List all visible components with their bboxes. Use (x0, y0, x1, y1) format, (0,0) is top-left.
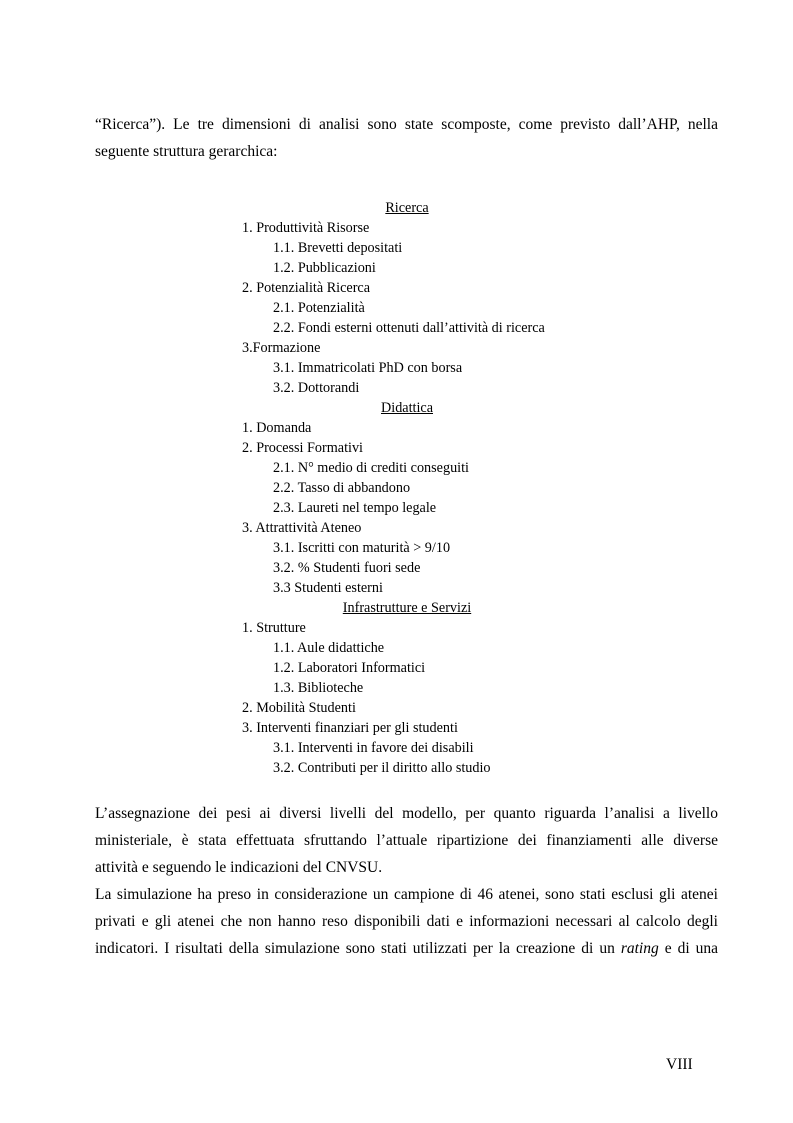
hierarchy-item: 3.1. Iscritti con maturità > 9/10 (273, 540, 451, 556)
intro-paragraph (95, 111, 718, 165)
body-p2-line-3-a: indicatori. I risultati della simulazione sono stati utilizzati per la creazione di un (95, 940, 621, 957)
hierarchy-item: 3.1. Immatricolati PhD con borsa (273, 360, 463, 376)
hierarchy-item: 2.3. Laureti nel tempo legale (273, 500, 437, 516)
body-p2-line-3-b: e di una (658, 940, 718, 957)
hierarchy-item: 2.1. N° medio di crediti conseguiti (273, 460, 469, 476)
hierarchy-item: 2. Mobilità Studenti (242, 700, 356, 716)
body-p2-line-3 (95, 935, 718, 962)
body-p1-line-2: ministeriale, è stata effettuata sfruttando l’attuale ripartizione dei finanziamenti alle diverse (95, 832, 718, 849)
intro-line-1: “Ricerca”). Le tre dimensioni di analisi sono state scomposte, come previsto dall’AHP, nella (95, 116, 718, 133)
section-title-infrastrutture: Infrastrutture e Servizi (342, 600, 472, 616)
hierarchy-item: 1.3. Biblioteche (273, 680, 364, 696)
hierarchy-item: 1.1. Brevetti depositati (273, 240, 403, 256)
hierarchy-item: 1.2. Laboratori Informatici (273, 660, 426, 676)
hierarchy-item: 2.2. Fondi esterni ottenuti dall’attività di ricerca (273, 320, 545, 336)
hierarchy-item: 3.Formazione (242, 340, 321, 356)
hierarchy-item: 3.3 Studenti esterni (273, 580, 383, 596)
section-list-didattica (242, 418, 642, 598)
hierarchy-item: 1.2. Pubblicazioni (273, 260, 376, 276)
hierarchy-item: 1. Strutture (242, 620, 306, 636)
page-number: VIII (666, 1056, 693, 1073)
hierarchy-item: 3. Attrattività Ateneo (242, 520, 362, 536)
hierarchy-item: 2.1. Potenzialità (273, 300, 365, 316)
intro-line-2: seguente struttura gerarchica: (95, 143, 278, 160)
rating-term: rating (620, 940, 659, 957)
hierarchy-item: 3.2. Dottorandi (273, 380, 360, 396)
body-paragraph-1 (95, 800, 718, 881)
hierarchy-item: 1. Produttività Risorse (242, 220, 370, 236)
section-list-infrastrutture (242, 618, 642, 778)
hierarchy-item: 3.1. Interventi in favore dei disabili (273, 740, 474, 756)
section-title-ricerca: Ricerca (385, 200, 429, 216)
body-p1-line-1: L’assegnazione dei pesi ai diversi livelli del modello, per quanto riguarda l’analisi a livello (95, 805, 718, 822)
hierarchy-item: 1. Domanda (242, 420, 312, 436)
hierarchy-item: 3. Interventi finanziari per gli studenti (242, 720, 458, 736)
body-p2-line-1: La simulazione ha preso in considerazione un campione di 46 atenei, sono stati esclusi gli atenei (95, 886, 718, 903)
hierarchy-item: 1.1. Aule didattiche (273, 640, 385, 656)
hierarchy-item: 2. Processi Formativi (242, 440, 363, 456)
hierarchy-structure (242, 198, 642, 778)
hierarchy-item: 3.2. Contributi per il diritto allo studio (273, 760, 491, 776)
section-title-didattica: Didattica (381, 400, 433, 416)
hierarchy-item: 2.2. Tasso di abbandono (273, 480, 411, 496)
hierarchy-item: 3.2. % Studenti fuori sede (273, 560, 421, 576)
body-paragraph-2 (95, 881, 718, 962)
section-list-ricerca (242, 218, 642, 398)
body-p2-line-2: privati e gli atenei che non hanno reso disponibili dati e informazioni necessari al calcolo degli (95, 913, 718, 930)
hierarchy-item: 2. Potenzialità Ricerca (242, 280, 371, 296)
body-p1-line-3: attività e seguendo le indicazioni del CNVSU. (95, 859, 383, 876)
